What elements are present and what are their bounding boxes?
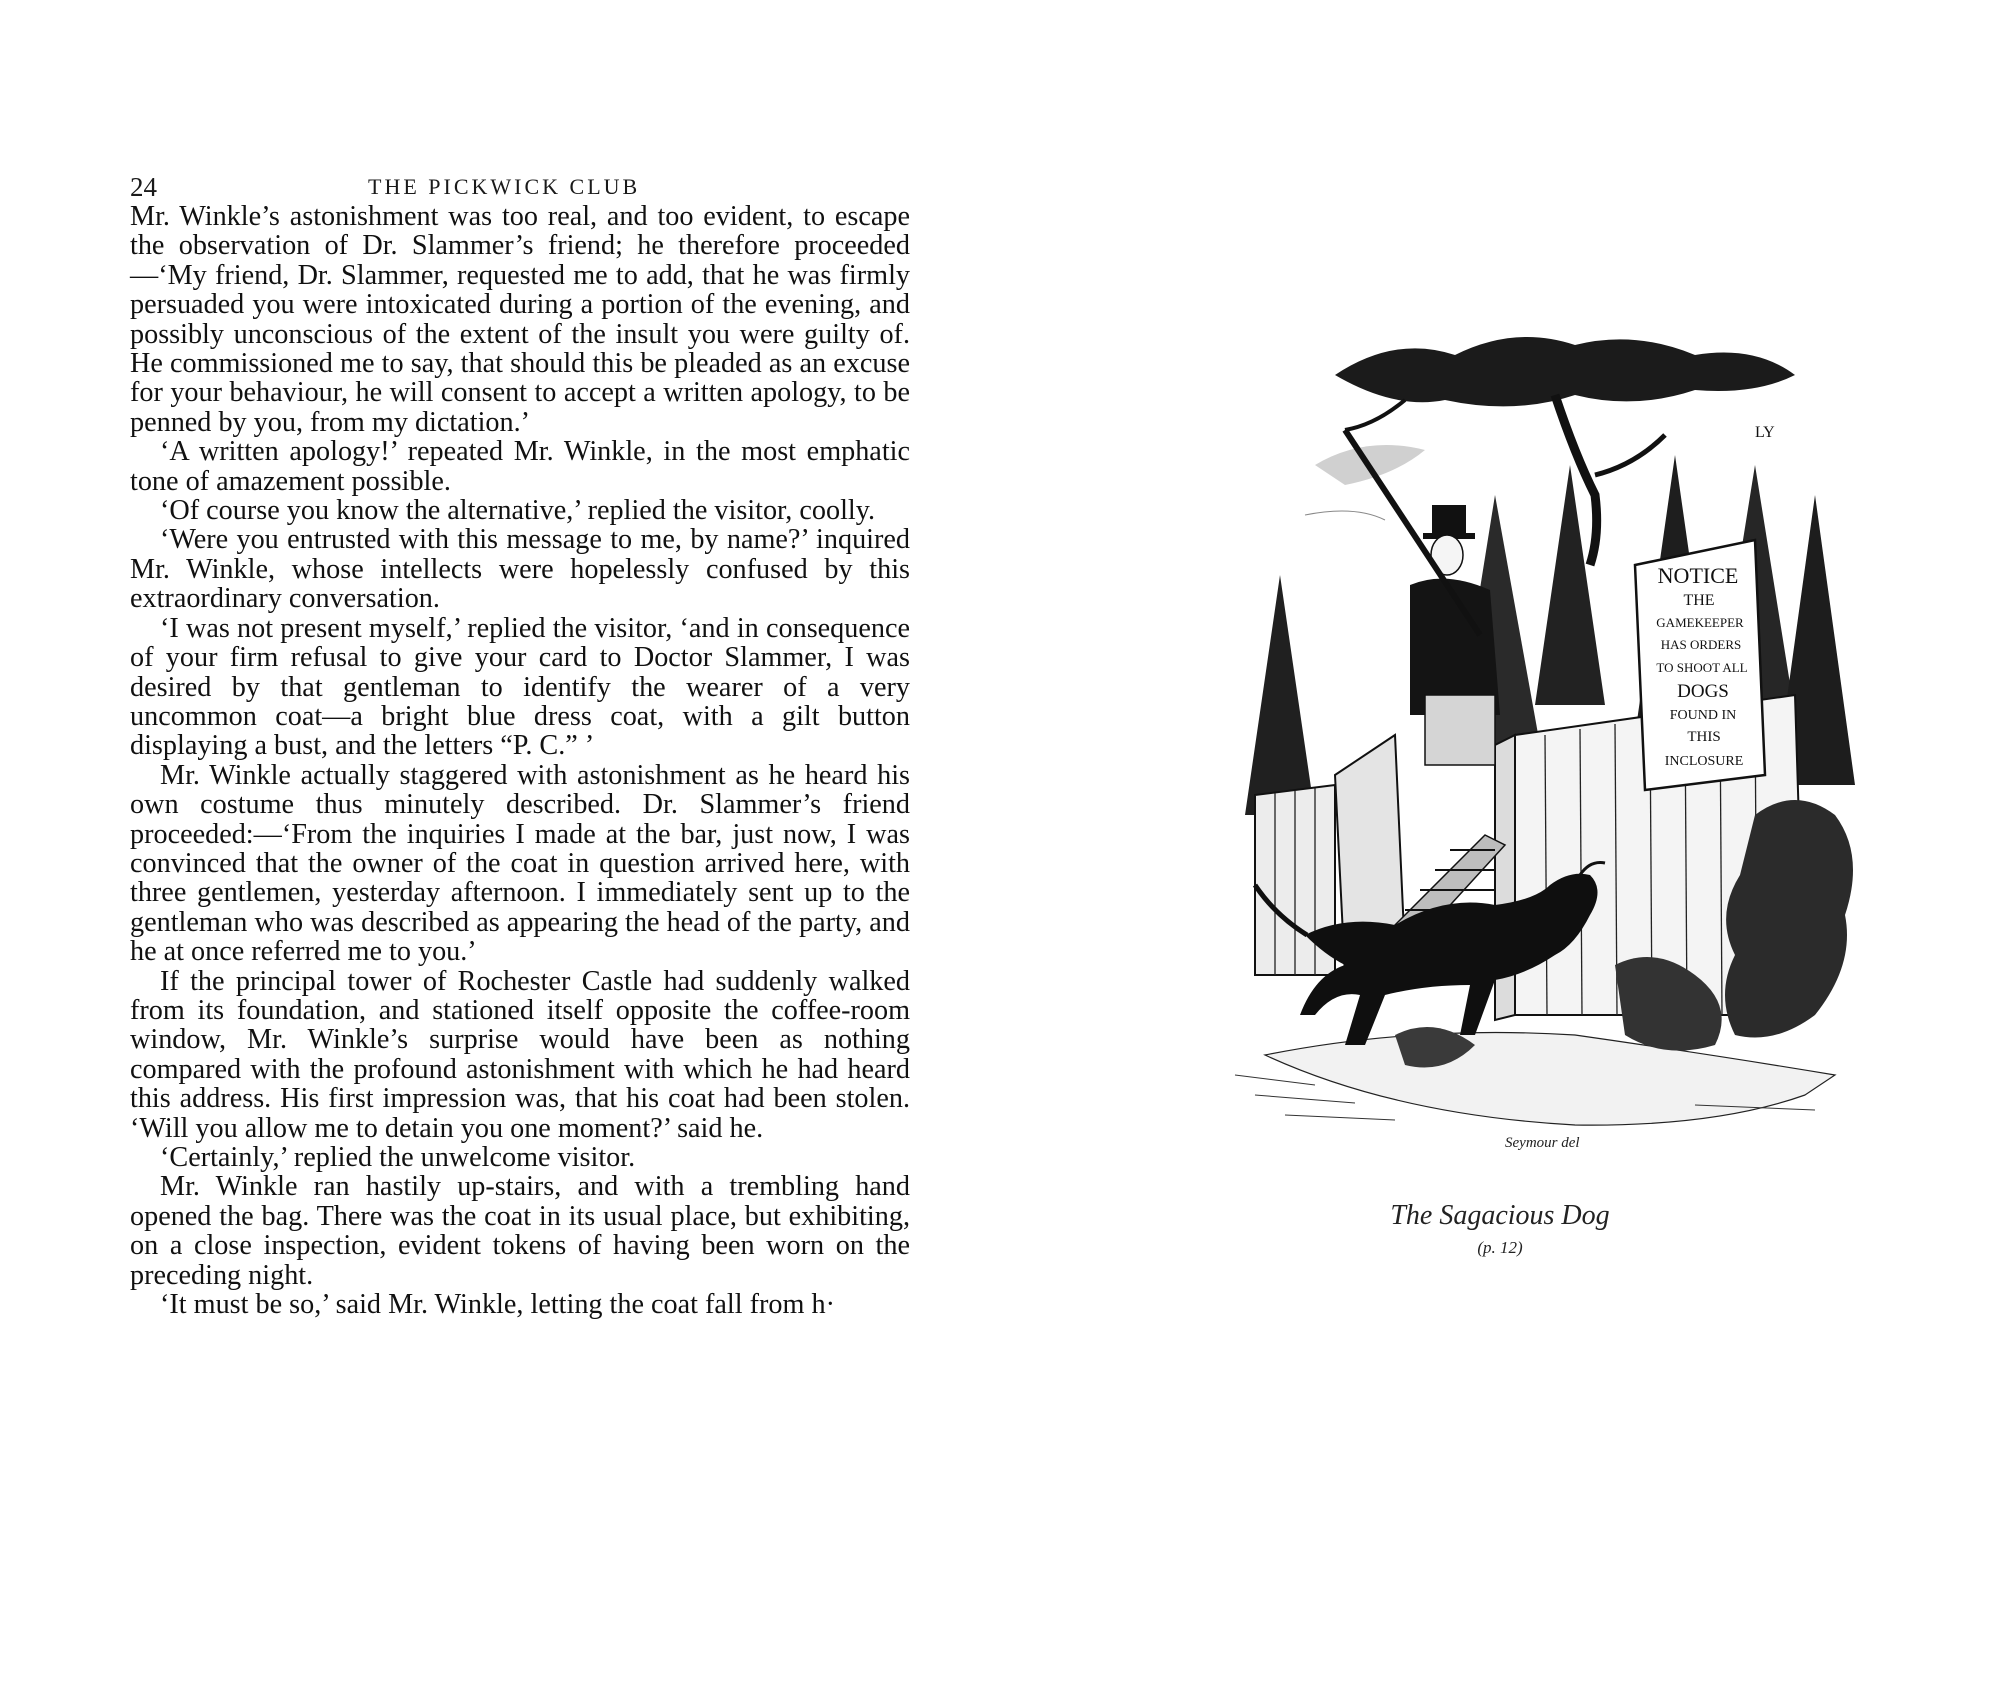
- sign-line: TO SHOOT ALL: [1656, 660, 1748, 675]
- gamekeeper-figure: [1345, 430, 1500, 765]
- right-page: [1000, 0, 2000, 1696]
- paragraph: ‘Of course you know the alternative,’ replied the visitor, coolly.: [160, 495, 876, 527]
- engraving-illustration: [1195, 315, 1895, 1155]
- paragraph: Mr. Winkle ran hastily up-stairs, and with a trembling hand opened the bag. There was the coat in its usual place, but exhibiting, on a close inspection, evident tokens of having been worn on the preceding night.: [130, 1171, 910, 1291]
- running-head: [130, 172, 910, 202]
- sign-line: FOUND IN: [1669, 708, 1737, 723]
- paragraph: Mr. Winkle’s astonishment was too real, and too evident, to escape the observation of Dr. Slammer’s friend; he therefore proceeded—‘My friend, Dr. Slammer, requested me to add, that he was firmly persuaded you were intoxicated during a portion of the evening, and possibly unconscious of the extent of the insult you were guilty of. He commissioned me to say, that should this be pleaded as an excuse for your behaviour, he will consent to accept a written apology, to be penned by you, from my dictation.’: [130, 201, 910, 438]
- left-page: [130, 172, 910, 1319]
- sign-line: DOGS: [1677, 681, 1729, 702]
- paragraph: ‘I was not present myself,’ replied the visitor, ‘and in consequence of your firm refusal to give your card to Doctor Slammer, I was desired by that gentleman to identify the wearer of a very uncommon coat—a bright blue dress coat, with a gilt button displaying a bust, and the letters “P. C.” ’: [130, 612, 910, 762]
- paragraph: ‘Certainly,’ replied the unwelcome visitor.: [160, 1142, 636, 1173]
- sign-line: THIS: [1687, 729, 1721, 745]
- caption-page-reference: (p. 12): [1477, 1238, 1523, 1257]
- sign-line: THE: [1683, 592, 1715, 609]
- paragraph: ‘Were you entrusted with this message to me, by name?’ inquired Mr. Winkle, whose intellects were hopelessly confused by this extraordinary conversation.: [130, 524, 910, 615]
- paragraph: If the principal tower of Rochester Castle had suddenly walked from its foundation, and stationed itself opposite the coffee-room window, Mr. Winkle’s surprise would have been as nothing compared with the profound astonishment with which he had heard this address. His first impression was, that his coat had been stolen. ‘Will you allow me to detain you one moment?’ said he.: [130, 965, 910, 1144]
- paragraph: ‘It must be so,’ said Mr. Winkle, letting the coat fall from h·: [160, 1289, 835, 1321]
- sign-line: NOTICE: [1657, 563, 1739, 588]
- artist-signature: Seymour del: [1505, 1135, 1580, 1151]
- paragraph: Mr. Winkle actually staggered with astonishment as he heard his own costume thus minutely described. Dr. Slammer’s friend proceeded:—‘From the inquiries I made at the bar, just now, I was convinced that the owner of the coat in question arrived here, with three gentlemen, yesterday afternoon. I immediately sent up to the gentleman who was described as appearing the head of the party, and he at once referred me to you.’: [130, 759, 910, 968]
- page-number: 24: [130, 172, 157, 202]
- book-title: THE PICKWICK CLUB: [368, 174, 641, 199]
- body-text: [130, 202, 910, 1319]
- monogram: LY: [1755, 424, 1775, 441]
- notice-sign: [1635, 540, 1765, 790]
- illustration-caption: [1240, 1200, 1760, 1258]
- vignette-ground: [1235, 1033, 1835, 1126]
- paragraph: ‘A written apology!’ repeated Mr. Winkle, in the most emphatic tone of amazement possible.: [130, 436, 910, 497]
- caption-title: The Sagacious Dog: [1390, 1200, 1610, 1231]
- sign-line: INCLOSURE: [1664, 754, 1744, 769]
- sign-line: HAS ORDERS: [1660, 637, 1742, 652]
- sign-line: GAMEKEEPER: [1656, 615, 1744, 630]
